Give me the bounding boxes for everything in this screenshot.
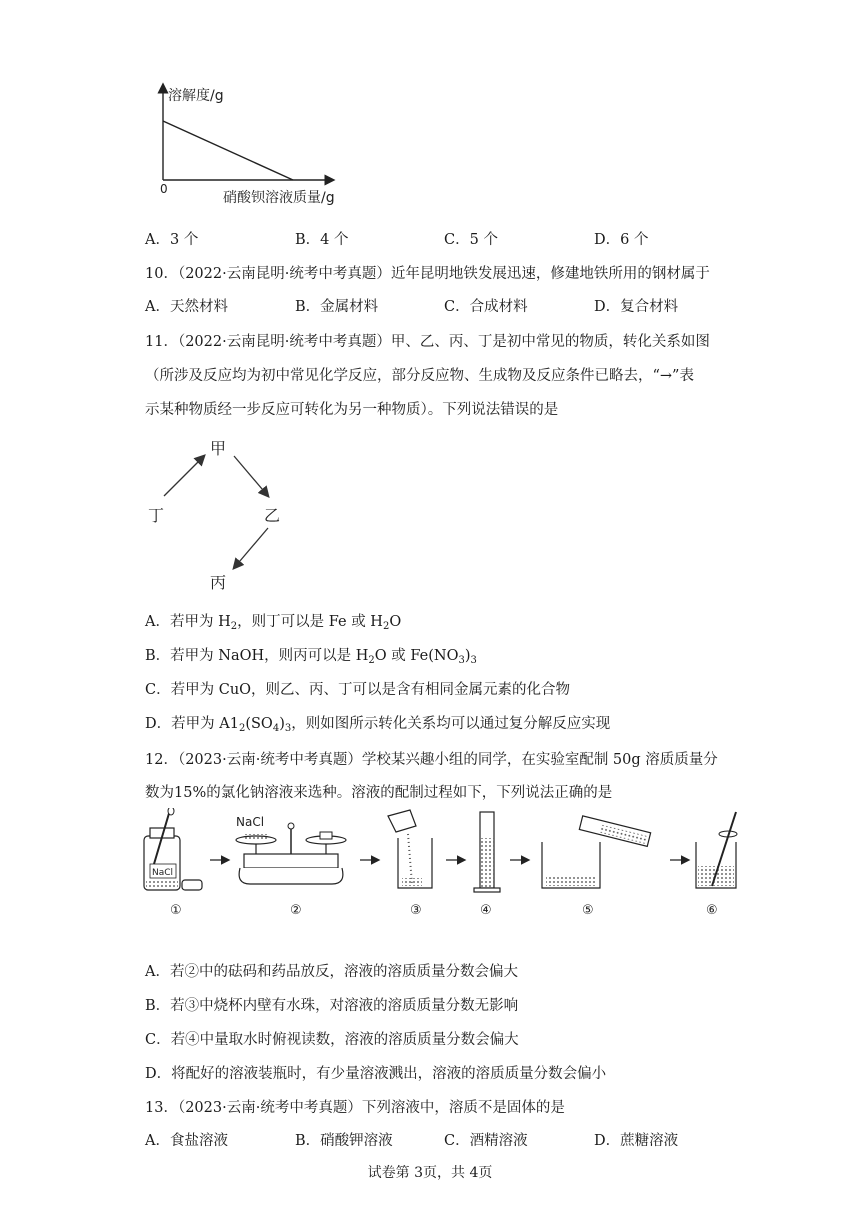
q11-stem-line-2: （所涉及反应均为初中常见化学反应，部分反应物、生成物及反应条件已略去，“→”表 bbox=[145, 368, 694, 384]
step2-balance bbox=[236, 815, 346, 884]
option-letter: B． bbox=[295, 232, 321, 248]
option-letter: C． bbox=[145, 682, 171, 698]
subscript: 2 bbox=[382, 621, 390, 632]
q10-stem: 10．（2022·云南昆明·统考中考真题）近年昆明地铁发展迅速，修建地铁所用的钢材属于 bbox=[145, 266, 710, 282]
option-letter: C． bbox=[444, 1133, 470, 1149]
subscript: 3 bbox=[284, 723, 292, 734]
option-text: 复合材料 bbox=[620, 299, 679, 315]
q11-option-b[interactable] bbox=[145, 646, 477, 666]
option-letter: D． bbox=[145, 1066, 172, 1082]
q11-stem-line-1: 11．（2022·云南昆明·统考中考真题）甲、乙、丙、丁是初中常见的物质，转化关系如图 bbox=[145, 334, 710, 350]
step-label-4: ④ bbox=[480, 903, 492, 918]
option-letter: B． bbox=[145, 648, 171, 664]
option-text: 酒精溶液 bbox=[469, 1133, 528, 1149]
q12-option-b[interactable] bbox=[145, 996, 518, 1016]
option-letter: A． bbox=[145, 232, 170, 248]
q11-stem-line-3: 示某种物质经一步反应可转化为另一种物质）。下列说法错误的是 bbox=[145, 402, 559, 418]
option-text: 若③中烧杯内壁有水珠，对溶液的溶质质量分数无影响 bbox=[170, 998, 519, 1014]
y-axis-label: 溶解度/g bbox=[168, 88, 224, 104]
q13-option-d[interactable] bbox=[594, 1131, 678, 1151]
node-yi: 乙 bbox=[264, 506, 281, 525]
q12-option-d[interactable] bbox=[145, 1064, 606, 1084]
q12-option-c[interactable] bbox=[145, 1030, 519, 1050]
option-text: 若甲为 CuO，则乙、丙、丁可以是含有相同金属元素的化合物 bbox=[170, 682, 571, 698]
option-letter: D． bbox=[594, 299, 621, 315]
option-text: 合成材料 bbox=[469, 299, 528, 315]
arrow-ding-to-jia bbox=[164, 456, 204, 496]
step1-reagent-bottle bbox=[144, 808, 202, 890]
arrow-jia-to-yi bbox=[234, 456, 268, 496]
option-text: 食盐溶液 bbox=[169, 1133, 228, 1149]
option-text: 5 个 bbox=[469, 232, 498, 248]
option-text: 蔗糖溶液 bbox=[620, 1133, 679, 1149]
subscript: 2 bbox=[238, 723, 246, 734]
balance-label: NaCl bbox=[236, 815, 265, 829]
q10-option-a[interactable] bbox=[145, 297, 228, 317]
option-letter: C． bbox=[145, 1032, 171, 1048]
option-text: 3 个 bbox=[169, 232, 199, 248]
option-text: 若甲为 NaOH，则丙可以是 H bbox=[170, 648, 369, 664]
subscript: 3 bbox=[470, 655, 477, 666]
option-letter: C． bbox=[444, 232, 470, 248]
step-label-2: ② bbox=[290, 903, 302, 918]
step-label-5: ⑤ bbox=[582, 903, 594, 918]
q11-option-a[interactable] bbox=[145, 612, 401, 632]
option-text: 6 个 bbox=[620, 232, 649, 248]
q12-stem-line-2: 数为15%的氯化钠溶液来选种。溶液的配制过程如下，下列说法正确的是 bbox=[145, 785, 613, 801]
option-text: (SO bbox=[245, 716, 273, 732]
option-letter: A． bbox=[145, 614, 170, 630]
step4-measuring-cylinder bbox=[474, 812, 500, 892]
option-text: 若甲为 A1 bbox=[171, 716, 239, 732]
subscript: 4 bbox=[272, 723, 280, 734]
step5-pouring-water bbox=[542, 816, 651, 888]
option-letter: D． bbox=[145, 716, 172, 732]
option-text: 若④中量取水时俯视读数，溶液的溶质质量分数会偏大 bbox=[170, 1032, 519, 1048]
origin-label: 0 bbox=[160, 182, 168, 196]
q13-stem: 13．（2023·云南·统考中考真题）下列溶液中，溶质不是固体的是 bbox=[145, 1100, 565, 1116]
option-text: 若②中的砝码和药品放反，溶液的溶质质量分数会偏大 bbox=[169, 964, 518, 980]
option-letter: D． bbox=[594, 1133, 621, 1149]
option-letter: A． bbox=[145, 1133, 170, 1149]
arrow-yi-to-bing bbox=[234, 528, 268, 568]
q13-option-b[interactable] bbox=[295, 1131, 393, 1151]
bottle-label: NaCl bbox=[152, 868, 174, 878]
option-letter: C． bbox=[444, 299, 470, 315]
option-text: 天然材料 bbox=[169, 299, 228, 315]
node-jia: 甲 bbox=[210, 439, 227, 458]
node-bing: 丙 bbox=[210, 573, 227, 592]
step3-beaker-pouring bbox=[388, 810, 432, 888]
q13-option-c[interactable] bbox=[444, 1131, 528, 1151]
q9-option-b[interactable] bbox=[295, 230, 349, 250]
q11-option-c[interactable] bbox=[145, 680, 570, 700]
step-label-1: ① bbox=[170, 903, 182, 918]
q11-option-d[interactable] bbox=[145, 714, 610, 734]
node-ding: 丁 bbox=[148, 506, 165, 525]
option-text: 金属材料 bbox=[320, 299, 379, 315]
subscript: 3 bbox=[458, 655, 465, 666]
q10-option-d[interactable] bbox=[594, 297, 678, 317]
option-text: ) bbox=[279, 716, 285, 732]
q12-option-a[interactable] bbox=[145, 962, 518, 982]
option-letter: A． bbox=[145, 964, 170, 980]
option-text: ) bbox=[464, 648, 471, 664]
q9-option-a[interactable] bbox=[145, 230, 198, 250]
option-letter: D． bbox=[594, 232, 621, 248]
q13-option-a[interactable] bbox=[145, 1131, 228, 1151]
conversion-diagram bbox=[140, 430, 300, 600]
option-text: ，则丁可以是 Fe 或 H bbox=[237, 614, 383, 630]
q12-stem-line-1: 12．（2023·云南·统考中考真题）学校某兴趣小组的同学，在实验室配制 50g 溶质质量分 bbox=[145, 752, 718, 768]
q9-option-c[interactable] bbox=[444, 230, 498, 250]
subscript: 2 bbox=[230, 621, 238, 632]
solubility-graph bbox=[150, 80, 360, 215]
option-text: 4 个 bbox=[320, 232, 349, 248]
step-label-3: ③ bbox=[410, 903, 422, 918]
option-letter: B． bbox=[295, 299, 321, 315]
step-label-6: ⑥ bbox=[706, 903, 718, 918]
q10-option-b[interactable] bbox=[295, 297, 378, 317]
option-letter: A． bbox=[145, 299, 170, 315]
option-text: O bbox=[389, 614, 402, 630]
x-axis-label: 硝酸钡溶液质量/g bbox=[223, 190, 335, 206]
option-text: 硝酸钾溶液 bbox=[320, 1133, 393, 1149]
option-text: O 或 Fe(NO bbox=[374, 648, 459, 664]
option-letter: B． bbox=[295, 1133, 321, 1149]
subscript: 2 bbox=[368, 655, 375, 666]
solution-preparation-figure bbox=[140, 808, 760, 926]
option-text: 若甲为 H bbox=[169, 614, 231, 630]
step6-stirring bbox=[696, 812, 737, 888]
option-letter: B． bbox=[145, 998, 171, 1014]
option-text: 将配好的溶液装瓶时，有少量溶液溅出，溶液的溶质质量分数会偏小 bbox=[171, 1066, 607, 1082]
q10-option-c[interactable] bbox=[444, 297, 528, 317]
page-footer: 试卷第 3页，共 4页 bbox=[367, 1165, 493, 1181]
option-text: ，则如图所示转化关系均可以通过复分解反应实现 bbox=[291, 716, 611, 732]
solubility-line bbox=[163, 121, 293, 180]
q9-option-d[interactable] bbox=[594, 230, 648, 250]
